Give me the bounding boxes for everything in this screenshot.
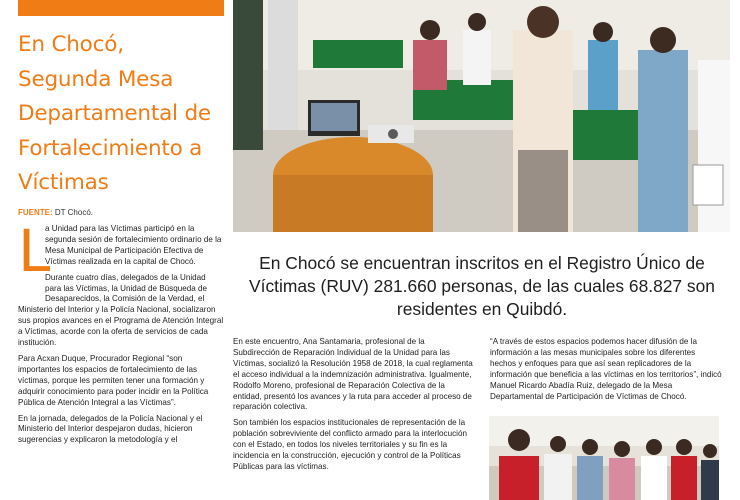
middle-column bbox=[233, 337, 473, 478]
paragraph: Son también los espacios institucionales de representación de la población sobreviviente del conflicto armado para la interlocución con el Estado, en todos los niveles territoriales y su fin es la incidencia en la construcción, ejecución y control de la Políticas Públicas para las víctimas. bbox=[233, 418, 467, 471]
paragraph-text: a Unidad para las Víctimas participó en la segunda sesión de fortalecimiento ordinario de la Mesa Municipal de Participación Efectiva de Víctimas realizada en la capital de Chocó. bbox=[45, 224, 222, 266]
left-column bbox=[18, 217, 224, 451]
headline-line: En Chocó, bbox=[18, 32, 124, 57]
pull-quote-line: residentes en Quibdó. bbox=[396, 299, 568, 319]
paragraph: Para Acxan Duque, Procurador Regional “son importantes los espacios de fortalecimiento de las víctimas, porque les permiten tener una formación y adquirir conocimiento para poder incidir en la Política Pública de Atención Integral a las Víctimas”. bbox=[18, 353, 209, 407]
paragraph bbox=[18, 217, 224, 285]
quote-text: “A través de estos espacios podemos hacer difusión de la información a las mesas municipales sobre los diferentes hechos y enfoques para que así sean replicadores de la información que beneficia a las víctimas en los territorios”, bbox=[490, 337, 699, 379]
pull-quote bbox=[243, 252, 721, 321]
quote-paragraph bbox=[490, 337, 722, 402]
source-label: FUENTE: bbox=[18, 208, 53, 217]
meeting-photo bbox=[233, 0, 730, 232]
group-photo bbox=[489, 416, 719, 500]
headline-line: Departamental de bbox=[18, 101, 211, 126]
headline-line: Fortalecimiento a bbox=[18, 135, 203, 161]
quote-attribution: indicó Manuel Ricardo Abadía Ruiz, delegado de la Mesa Departamental de Participación de Víctimas de Chocó. bbox=[490, 369, 722, 401]
paragraph: En la jornada, delegados de la Policía Nacional y el Ministerio del Interior despejaron dudas, hicieron sugerencias y explicaron la metodología y el bbox=[18, 413, 203, 445]
paragraph: Durante cuatro días, delegados de la Unidad para las Víctimas, la Unidad de Búsqueda de Desaparecidos, la Comisión de la Verdad, el Ministerio del Interior y la Policía Nacional, socializaron sus propios avances en el Programa de Atención Integral a Víctimas, acorde con la oferta de servicios de cada institución. bbox=[18, 272, 224, 348]
pull-quote-line: En Chocó se encuentran inscritos en el Registro Único de bbox=[259, 253, 705, 273]
drop-cap: L bbox=[18, 217, 51, 285]
pull-quote-line: Víctimas (RUV) 281.660 personas, de las cuales 68.827 son bbox=[249, 276, 715, 296]
meeting-photo-illustration bbox=[233, 0, 730, 232]
paragraph: En este encuentro, Ana Santamaria, profesional de la Subdirección de Reparación Individual de la Unidad para las Víctimas, socializó la Resolución 1958 de 2018, la cual reglamenta el acceso individual a la indemnización administrativa. Igualmente, Rodolfo Moreno, profesional de Reparación Colectiva de la entidad, presentó los avances y la ruta para acceder al proceso de reparación colectiva. bbox=[233, 337, 473, 412]
source-line bbox=[18, 208, 93, 217]
article-headline bbox=[18, 28, 228, 201]
right-column bbox=[490, 337, 722, 402]
headline-line: Segunda Mesa bbox=[18, 66, 174, 92]
header-accent-bar bbox=[18, 0, 224, 16]
headline-line: Víctimas bbox=[18, 170, 109, 195]
source-value: DT Chocó. bbox=[54, 208, 93, 217]
group-photo-illustration bbox=[489, 416, 719, 500]
